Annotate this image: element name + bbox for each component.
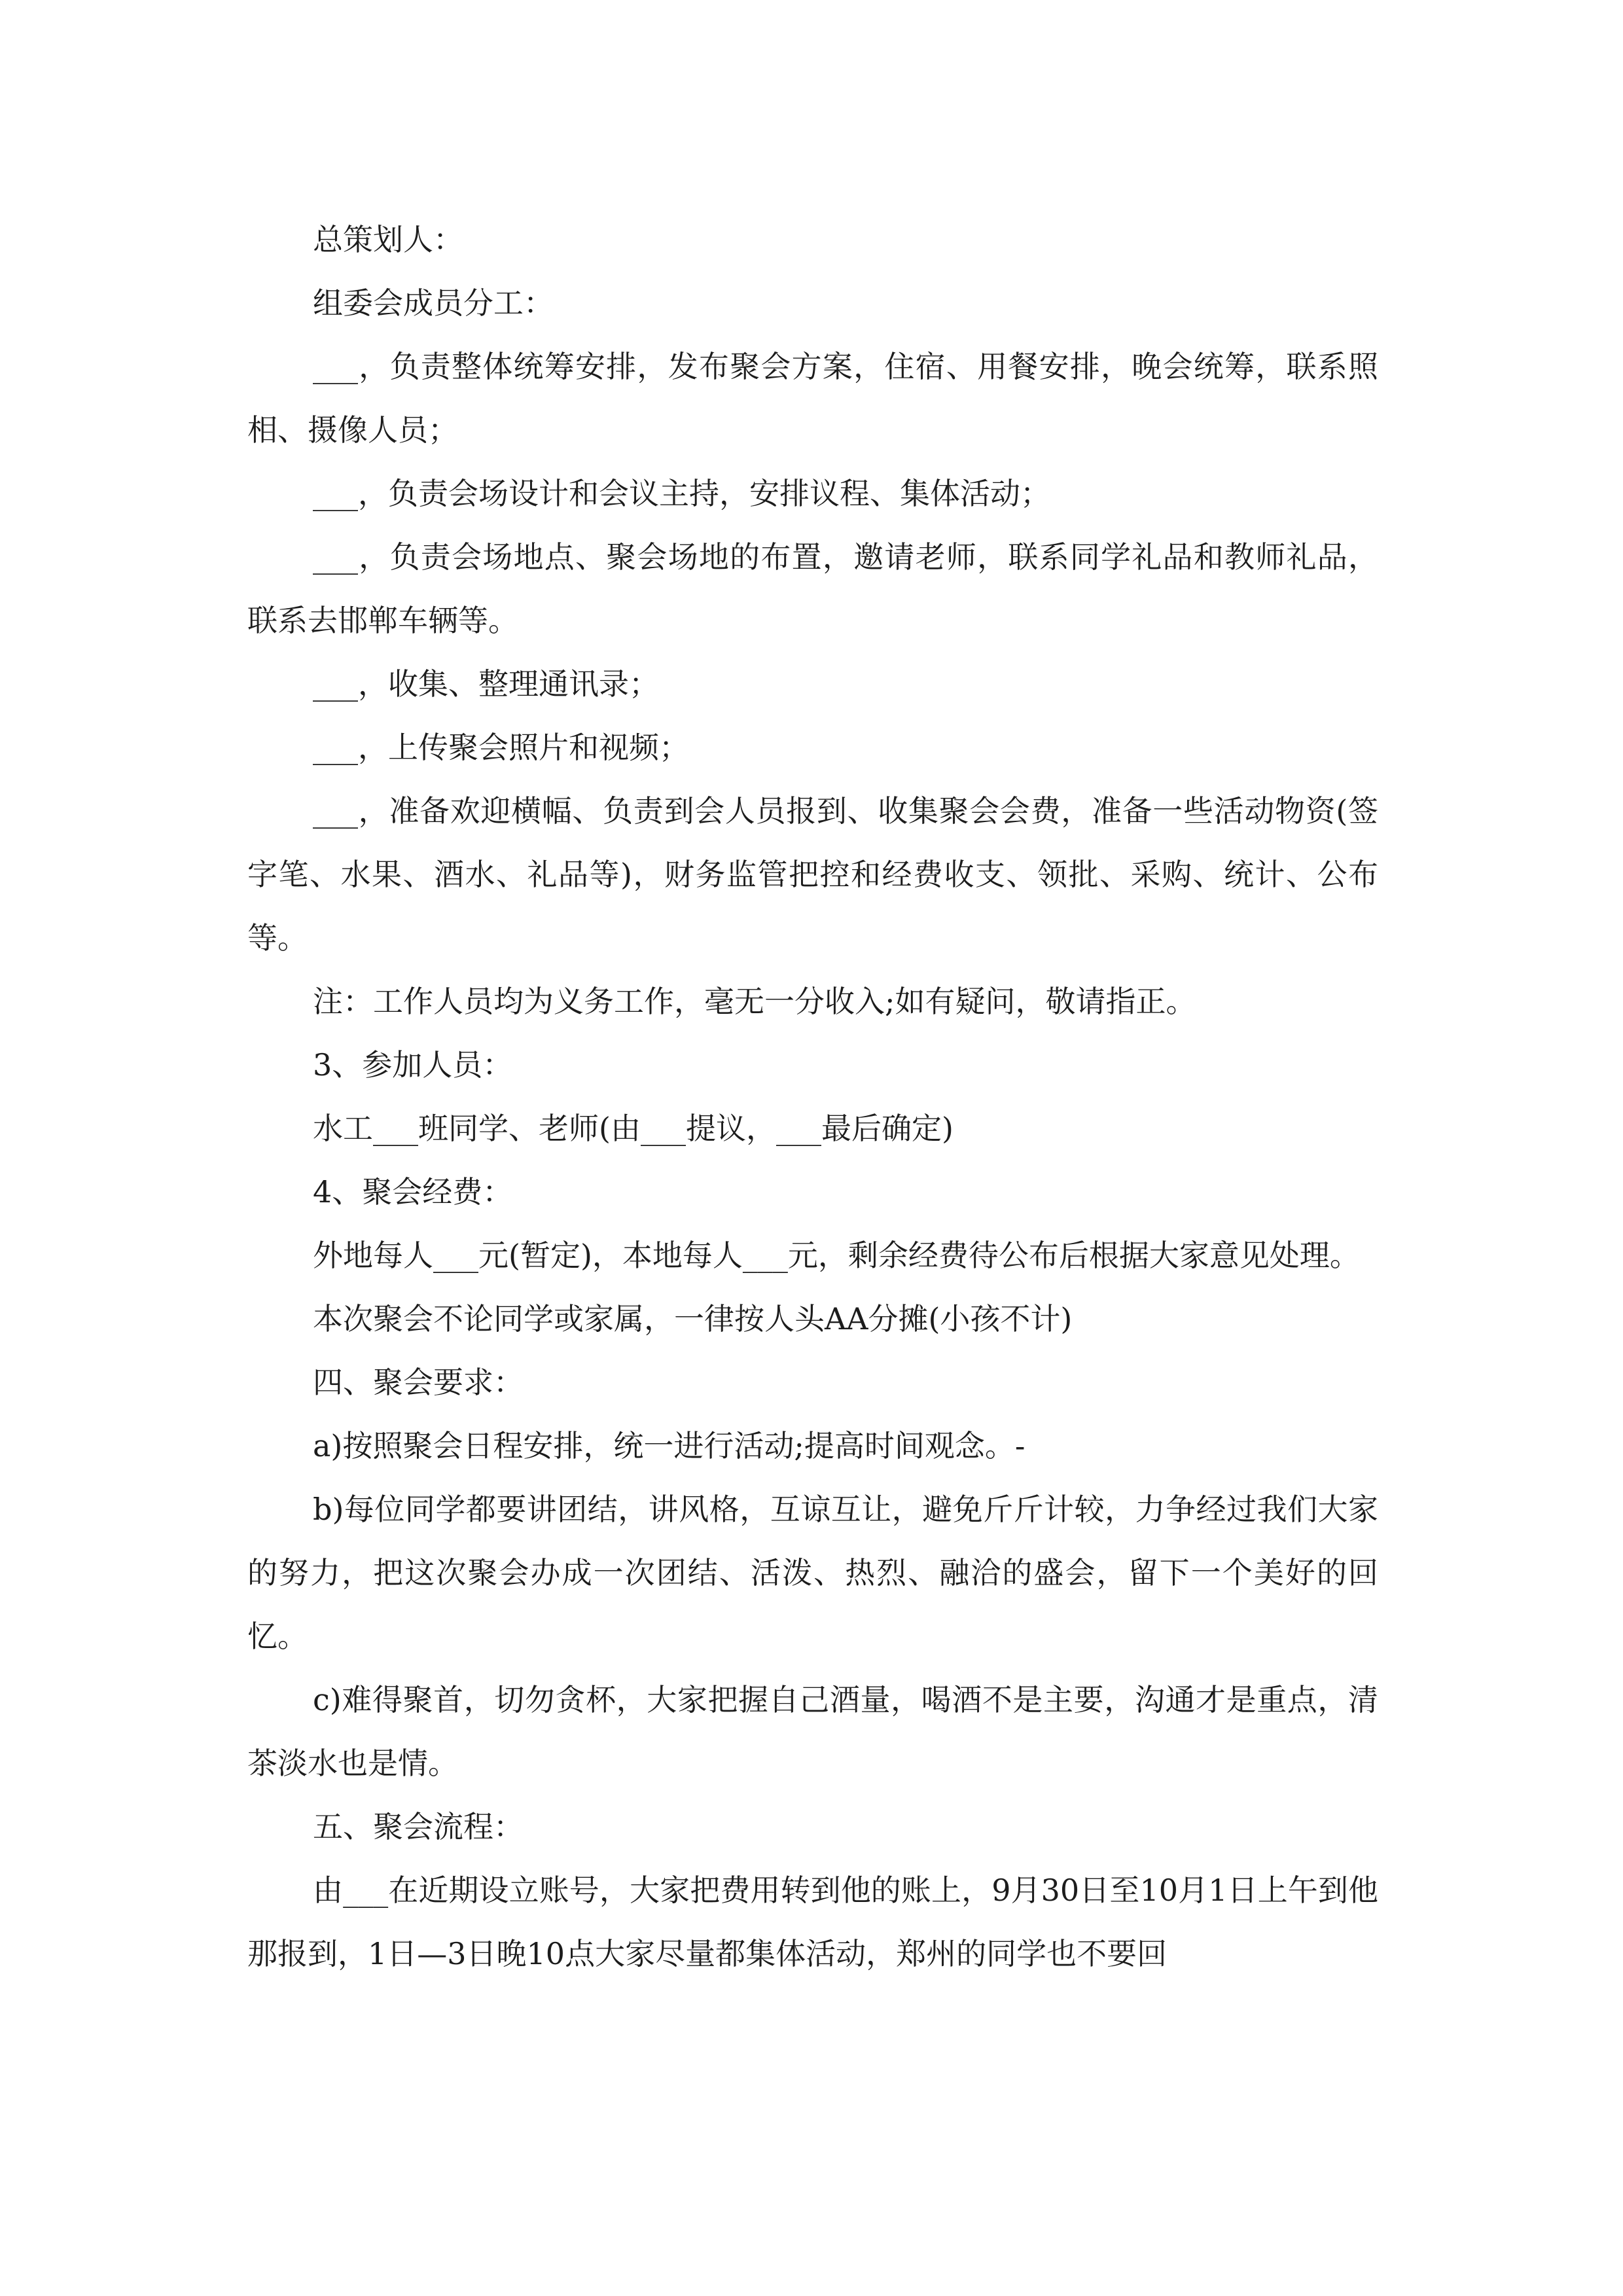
heading-process: 五、聚会流程： (313, 1809, 524, 1844)
paragraph-duty-finance: ___，准备欢迎横幅、负责到会人员报到、收集聚会会费，准备一些活动物资(签字笔、水果、酒水、礼品等)，财务监管把控和经费收支、领批、采购、统计、公布等。 (247, 793, 1378, 956)
paragraph-process: 由___在近期设立账号，大家把费用转到他的账上，9月30日至10月1日上午到他那报到，1日—3日晚10点大家尽量都集体活动，郑州的同学也不要回 (247, 1873, 1378, 1971)
paragraph-duty-photos: ___，上传聚会照片和视频； (313, 730, 689, 765)
paragraph-note: 注：工作人员均为义务工作，毫无一分收入;如有疑问，敬请指正。 (313, 984, 1196, 1019)
paragraph-requirement-b: b)每位同学都要讲团结，讲风格，互谅互让，避免斤斤计较，力争经过我们大家的努力，把这次聚会办成一次团结、活泼、热烈、融洽的盛会，留下一个美好的回忆。 (247, 1492, 1378, 1654)
paragraph-requirement-c: c)难得聚首，切勿贪杯，大家把握自己酒量，喝酒不是主要，沟通才是重点，清茶淡水也是情。 (247, 1682, 1378, 1781)
heading-expenses: 4、聚会经费： (313, 1174, 513, 1210)
paragraph-participants: 水工___班同学、老师(由___提议，___最后确定) (313, 1111, 954, 1146)
heading-participants: 3、参加人员： (313, 1047, 513, 1083)
paragraph-duty-overall: ___，负责整体统筹安排，发布聚会方案，住宿、用餐安排，晚会统筹，联系照相、摄像人员； (247, 349, 1378, 448)
paragraph-aa-split: 本次聚会不论同学或家属，一律按人头AA分摊(小孩不计) (313, 1301, 1073, 1336)
paragraph-duty-venue-design: ___，负责会场设计和会议主持，安排议程、集体活动； (313, 476, 1050, 511)
paragraph-expenses: 外地每人___元(暂定)，本地每人___元，剩余经费待公布后根据大家意见处理。 (313, 1238, 1360, 1273)
paragraph-committee-division: 组委会成员分工： (313, 285, 554, 321)
paragraph-requirement-a: a)按照聚会日程安排，统一进行活动;提高时间观念。- (313, 1428, 1026, 1463)
heading-requirements: 四、聚会要求： (313, 1365, 524, 1400)
paragraph-duty-venue-layout: ___，负责会场地点、聚会场地的布置，邀请老师，联系同学礼品和教师礼品，联系去邯郸车辆等。 (247, 539, 1378, 638)
paragraph-duty-contacts: ___，收集、整理通讯录； (313, 666, 659, 702)
document-body (247, 208, 1378, 1986)
paragraph-chief-planner: 总策划人： (313, 222, 463, 257)
